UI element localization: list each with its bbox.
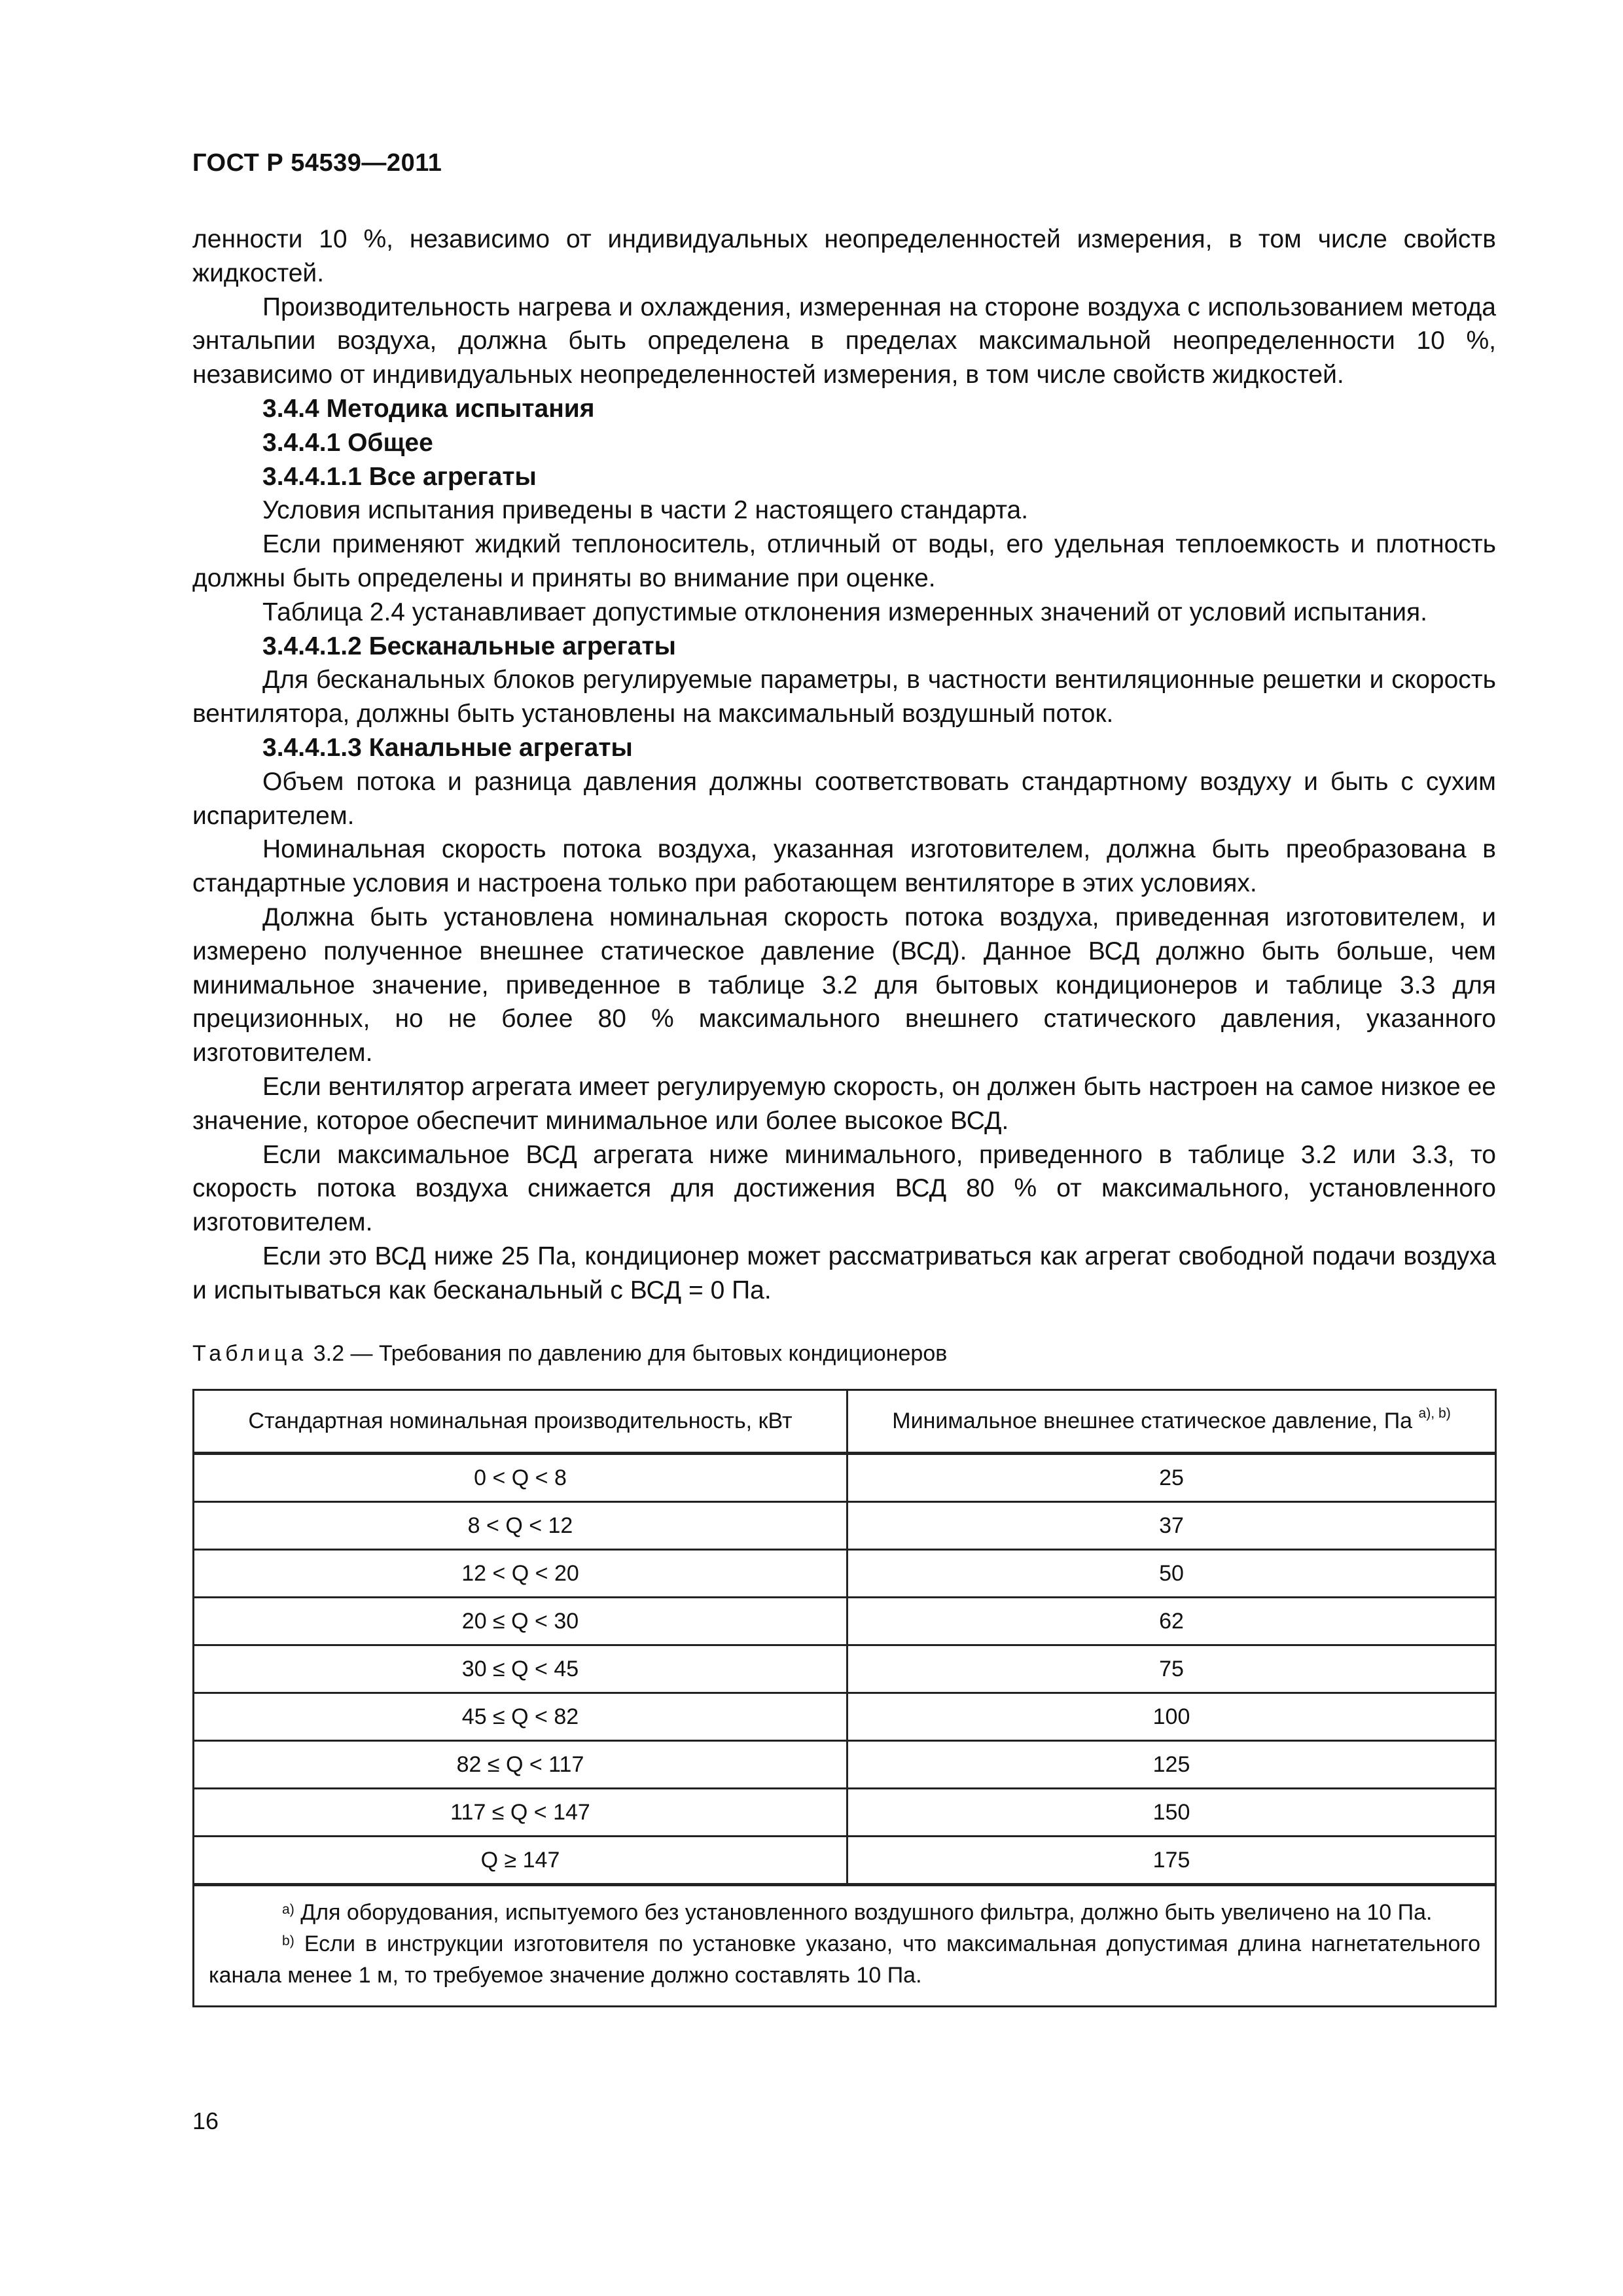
footnote-mark-a: a): [282, 1902, 294, 1917]
paragraph: Если применяют жидкий теплоноситель, отличный от воды, его удельная теплоемкость и плотность должны быть определены и приняты во внимание при оценке.: [192, 530, 1496, 592]
cell-capacity-range: 30 ≤ Q < 45: [194, 1645, 847, 1693]
table-caption-label: Таблица: [192, 1341, 308, 1366]
cell-capacity-range: 8 < Q < 12: [194, 1502, 847, 1550]
table-caption-number: 3.2: [313, 1341, 345, 1366]
cell-capacity-range: 12 < Q < 20: [194, 1550, 847, 1598]
paragraph: Если это ВСД ниже 25 Па, кондиционер может рассматриваться как агрегат свободной подачи воздуха и испытываться как бесканальный с ВСД = 0 Па.: [192, 1242, 1496, 1304]
table-row: [194, 1693, 1496, 1741]
table-notes-row: [194, 1885, 1496, 2007]
table-caption: [192, 1340, 947, 1367]
table-row: [194, 1741, 1496, 1789]
section-heading-3-4-4-1: 3.4.4.1 Общее: [262, 428, 433, 457]
paragraph: Объем потока и разница давления должны соответствовать стандартному воздуху и быть с сухим испарителем.: [192, 767, 1496, 830]
paragraph: Таблица 2.4 устанавливает допустимые отклонения измеренных значений от условий испытания.: [262, 598, 1427, 626]
cell-min-pressure: 62: [847, 1598, 1496, 1645]
table-row: [194, 1550, 1496, 1598]
paragraph: Если вентилятор агрегата имеет регулируемую скорость, он должен быть настроен на самое низкое ее значение, которое обеспечит минимальное или более высокое ВСД.: [192, 1072, 1496, 1135]
cell-capacity-range: Q ≥ 147: [194, 1837, 847, 1885]
table-row: [194, 1645, 1496, 1693]
paragraph: Условия испытания приведены в части 2 настоящего стандарта.: [262, 496, 1029, 525]
cell-capacity-range: 20 ≤ Q < 30: [194, 1598, 847, 1645]
table-caption-text: — Требования по давлению для бытовых кондиционеров: [344, 1341, 948, 1366]
column-header-footnote-marks: a), b): [1418, 1406, 1451, 1421]
document-header: ГОСТ Р 54539—2011: [192, 149, 442, 177]
cell-min-pressure: 25: [847, 1454, 1496, 1502]
cell-min-pressure: 150: [847, 1789, 1496, 1837]
table-row: [194, 1598, 1496, 1645]
table-header-row: [194, 1390, 1496, 1454]
footnote-text-b: Если в инструкции изготовителя по установке указано, что максимальная допустимая длина нагнетательного канала менее 1 м, то требуемое значение должно составлять 10 Па.: [209, 1931, 1480, 1988]
cell-min-pressure: 50: [847, 1550, 1496, 1598]
paragraph: Номинальная скорость потока воздуха, указанная изготовителем, должна быть преобразована в стандартные условия и настроена только при работающем вентиляторе в этих условиях.: [192, 835, 1496, 898]
table-row: [194, 1502, 1496, 1550]
document-body: [192, 223, 1496, 1308]
cell-min-pressure: 75: [847, 1645, 1496, 1693]
cell-min-pressure: 100: [847, 1693, 1496, 1741]
table-body: [194, 1454, 1496, 2007]
paragraph-continuation: ленности 10 %, независимо от индивидуальных неопределенностей измерения, в том числе свойств жидкостей.: [192, 225, 1496, 287]
cell-capacity-range: 0 < Q < 8: [194, 1454, 847, 1502]
cell-capacity-range: 45 ≤ Q < 82: [194, 1693, 847, 1741]
table-row: [194, 1837, 1496, 1885]
cell-min-pressure: 125: [847, 1741, 1496, 1789]
column-header-pressure: [847, 1390, 1496, 1454]
footnote-b: [209, 1928, 1480, 1991]
footnote-a: [209, 1897, 1480, 1928]
column-header-capacity: Стандартная номинальная производительность, кВт: [194, 1390, 847, 1454]
paragraph: Производительность нагрева и охлаждения, измеренная на стороне воздуха с использованием метода энтальпии воздуха, должна быть определена в пределах максимальной неопределенности 10 %, независимо от индивидуальных неопределенностей измерения, в том числе свойств жидкостей.: [192, 293, 1496, 389]
table-footnotes: [194, 1885, 1496, 2007]
paragraph: Если максимальное ВСД агрегата ниже минимального, приведенного в таблице 3.2 или 3.3, то скорость потока воздуха снижается для достижения ВСД 80 % от максимального, установленного изготовителем.: [192, 1140, 1496, 1237]
section-heading-3-4-4-1-1: 3.4.4.1.1 Все агрегаты: [262, 462, 537, 491]
table-row: [194, 1789, 1496, 1837]
cell-min-pressure: 37: [847, 1502, 1496, 1550]
section-heading-3-4-4: 3.4.4 Методика испытания: [262, 394, 595, 423]
paragraph: Должна быть установлена номинальная скорость потока воздуха, приведенная изготовителем, и измерено полученное внешнее статическое давление (ВСД). Данное ВСД должно быть больше, чем минимальное значение, приведенное в таблице 3.2 для бытовых кондиционеров и таблице 3.3 для прецизионных, но не более 80 % максимального внешнего статического давления, указанного изготовителем.: [192, 903, 1496, 1067]
footnote-mark-b: b): [282, 1933, 294, 1948]
footnote-text-a: Для оборудования, испытуемого без установленного воздушного фильтра, должно быть увеличено на 10 Па.: [294, 1900, 1433, 1925]
table-row: [194, 1454, 1496, 1502]
pressure-requirements-table: [192, 1389, 1497, 2007]
cell-capacity-range: 82 ≤ Q < 117: [194, 1741, 847, 1789]
cell-min-pressure: 175: [847, 1837, 1496, 1885]
paragraph: Для бесканальных блоков регулируемые параметры, в частности вентиляционные решетки и скорость вентилятора, должны быть установлены на максимальный воздушный поток.: [192, 666, 1496, 728]
section-heading-3-4-4-1-3: 3.4.4.1.3 Канальные агрегаты: [262, 733, 633, 762]
page-number: 16: [192, 2108, 219, 2134]
cell-capacity-range: 117 ≤ Q < 147: [194, 1789, 847, 1837]
section-heading-3-4-4-1-2: 3.4.4.1.2 Бесканальные агрегаты: [262, 632, 676, 660]
column-header-pressure-text: Минимальное внешнее статическое давление, Па: [892, 1408, 1413, 1433]
